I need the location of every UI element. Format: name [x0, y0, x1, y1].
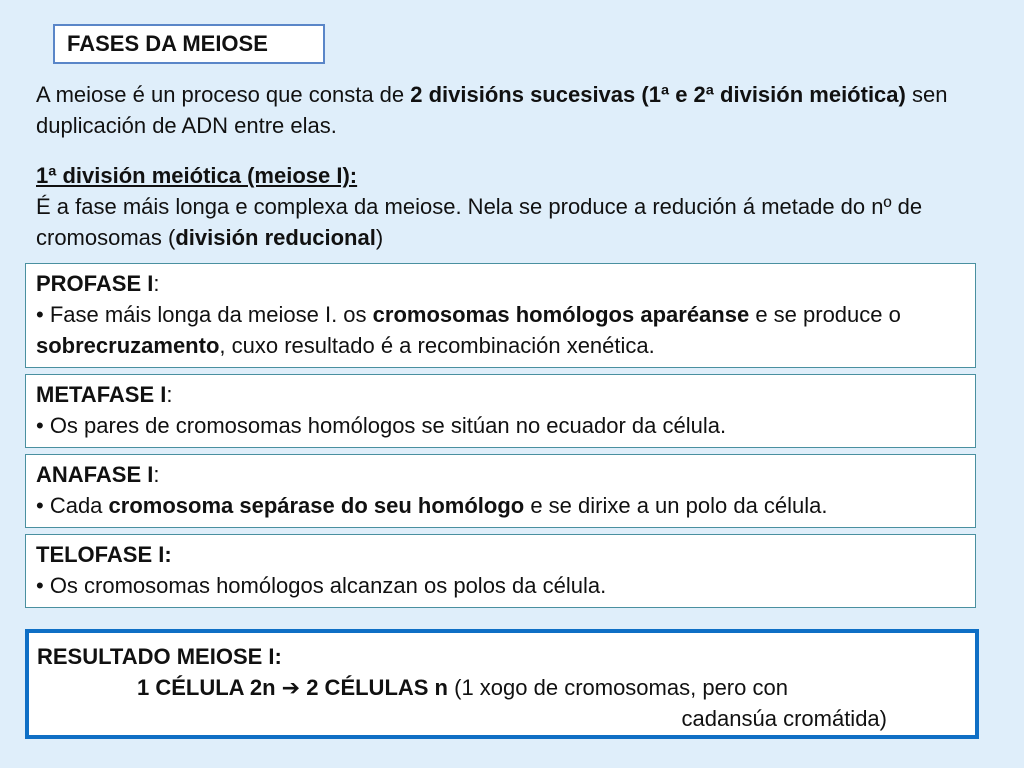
division-text-suffix: ) [375, 225, 384, 250]
result-part1: 1 CÉLULA 2n [137, 675, 282, 700]
result-part2: 2 CÉLULAS n [300, 675, 448, 700]
intro-suffix: sen duplicación de ADN entre elas. [36, 82, 948, 138]
intro-prefix: A meiose é un proceso que consta de [36, 82, 411, 107]
division-text [36, 191, 996, 253]
title-text: FASES DA MEIOSE [67, 31, 268, 56]
division-section [36, 160, 996, 253]
profase-heading: PROFASE I: [36, 271, 160, 296]
intro-bold: 2 divisións sucesivas (1ª e 2ª división meiótica) [410, 82, 906, 107]
telofase-box [25, 534, 976, 608]
page-title [53, 24, 325, 64]
division-heading: 1ª división meiótica (meiose I): [36, 163, 358, 188]
result-box [25, 629, 979, 739]
arrow-right-icon: ➔ [281, 675, 301, 700]
division-text-prefix: É a fase máis longa e complexa da meiose. Nela se produce a redución á metade do nº de cromosomas ( [36, 194, 923, 250]
anafase-bullet: • Cada cromosoma sepárase do seu homólogo e se dirixe a un polo da célula. [36, 493, 828, 518]
division-text-bold: división reducional [175, 225, 376, 250]
result-part3: (1 xogo de cromosomas, pero con [448, 675, 788, 700]
metafase-heading: METAFASE I: [36, 382, 173, 407]
result-line [37, 672, 967, 703]
metafase-bullet: • Os pares de cromosomas homólogos se sitúan no ecuador da célula. [36, 413, 727, 438]
telofase-bullet: • Os cromosomas homólogos alcanzan os polos da célula. [36, 573, 607, 598]
anafase-box [25, 454, 976, 528]
metafase-box [25, 374, 976, 448]
result-heading: RESULTADO MEIOSE I: [37, 644, 282, 669]
result-line-continued: cadansúa cromátida) [681, 706, 887, 731]
anafase-heading: ANAFASE I: [36, 462, 160, 487]
profase-box [25, 263, 976, 368]
telofase-heading: TELOFASE I: [36, 542, 172, 567]
intro-paragraph [36, 79, 996, 141]
profase-bullet: • Fase máis longa da meiose I. os cromosomas homólogos aparéanse e se produce o sobrecruzamento, cuxo resultado é a recombinación xenética. [36, 302, 901, 358]
